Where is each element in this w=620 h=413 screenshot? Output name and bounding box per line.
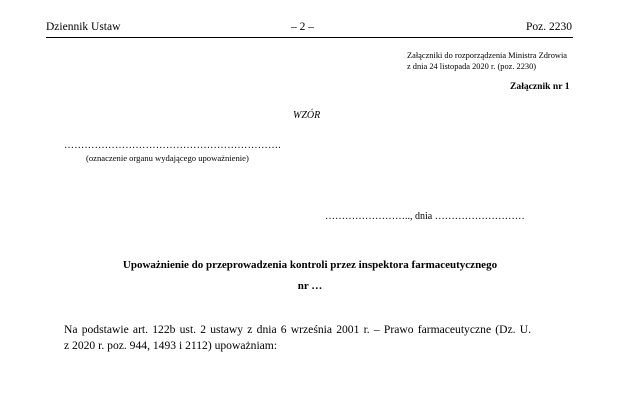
- annex-note-line1: Załączniki do rozporządzenia Ministra Zdrowia: [407, 51, 567, 60]
- body-text-line2: z 2020 r. poz. 944, 1493 i 2112) upoważniam:: [64, 339, 278, 352]
- body-text-line1: Na podstawie art. 122b ust. 2 ustawy z dnia 6 września 2001 r. – Prawo farmaceutyczne (Dz. U.: [64, 323, 532, 336]
- annex-note-line2: z dnia 24 listopada 2020 r. (poz. 2230): [407, 62, 537, 71]
- document-number: nr …: [297, 280, 323, 292]
- annex-label: Załącznik nr 1: [510, 81, 570, 92]
- template-label: WZÓR: [293, 110, 321, 121]
- page-number: – 2 –: [291, 21, 314, 33]
- place-date-line: …………………….., dnia ………………………: [325, 211, 525, 222]
- document-title: Upoważnienie do przeprowadzenia kontroli przez inspektora farmaceutycznego: [122, 259, 498, 271]
- journal-name: Dziennik Ustaw: [46, 21, 121, 33]
- annex-note: [407, 50, 567, 72]
- organ-designation-caption: (oznaczenie organu wydającego upoważnienie): [86, 153, 249, 163]
- organ-designation-line: ……………………………………………………….: [64, 140, 281, 151]
- position-number: Poz. 2230: [526, 21, 572, 33]
- header-divider: [46, 37, 573, 38]
